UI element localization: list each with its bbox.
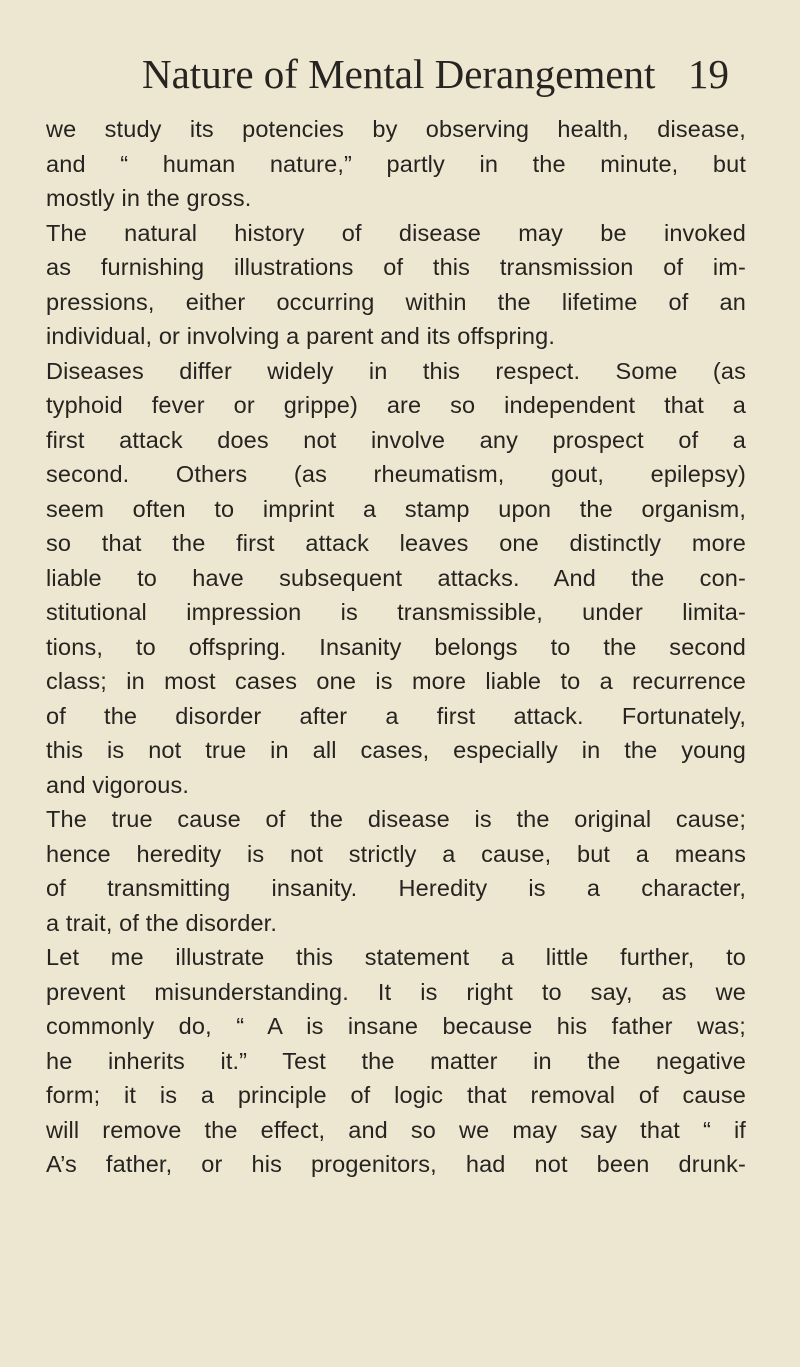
text-line: we study its potencies by observing health, disease, [46, 116, 746, 142]
text-line: prevent misunderstanding. It is right to say, as we [46, 978, 746, 1005]
text-line: typhoid fever or grippe) are so independent that a [46, 392, 746, 418]
body-text [46, 112, 746, 1182]
text-line: Let me illustrate this statement a little further, to [46, 944, 746, 970]
text-line: tions, to offspring. Insanity belongs to the second [46, 633, 746, 660]
text-line: he inherits it.” Test the matter in the negative [46, 1047, 746, 1074]
running-head-title: Nature of Mental Derangement [142, 51, 656, 97]
text-line: A’s father, or his progenitors, had not been drunk- [46, 1151, 746, 1177]
text-line: and “ human nature,” partly in the minute, but [46, 150, 746, 177]
text-line: The natural history of disease may be invoked [46, 219, 746, 246]
text-line: mostly in the gross. [46, 185, 252, 211]
text-line: so that the first attack leaves one distinctly more [46, 530, 746, 556]
text-line: Diseases differ widely in this respect. Some (as [46, 357, 746, 384]
text-line: this is not true in all cases, especially in the young [46, 737, 746, 763]
text-line: stitutional impression is transmissible, under limita- [46, 599, 746, 625]
text-line: second. Others (as rheumatism, gout, epilepsy) [46, 461, 746, 487]
text-line: as furnishing illustrations of this transmission of im- [46, 254, 746, 280]
page-number: 19 [688, 51, 729, 97]
text-line: class; in most cases one is more liable to a recurrence [46, 668, 746, 694]
text-line: seem often to imprint a stamp upon the organism, [46, 495, 746, 522]
text-line: a trait, of the disorder. [46, 909, 278, 936]
text-line: liable to have subsequent attacks. And the con- [46, 564, 746, 591]
text-line: and vigorous. [46, 771, 190, 798]
text-line: will remove the effect, and so we may say that “ if [46, 1116, 746, 1143]
text-line: form; it is a principle of logic that removal of cause [46, 1082, 746, 1108]
text-line: pressions, either occurring within the lifetime of an [46, 288, 746, 315]
text-line: individual, or involving a parent and its offspring. [46, 323, 555, 349]
text-line: The true cause of the disease is the original cause; [46, 806, 746, 832]
text-line: of transmitting insanity. Heredity is a character, [46, 875, 746, 901]
text-line: commonly do, “ A is insane because his father was; [46, 1013, 746, 1039]
text-line: hence heredity is not strictly a cause, but a means [46, 840, 746, 867]
running-head [142, 44, 742, 104]
text-line: of the disorder after a first attack. Fortunately, [46, 702, 746, 729]
text-line: first attack does not involve any prospect of a [46, 426, 746, 453]
